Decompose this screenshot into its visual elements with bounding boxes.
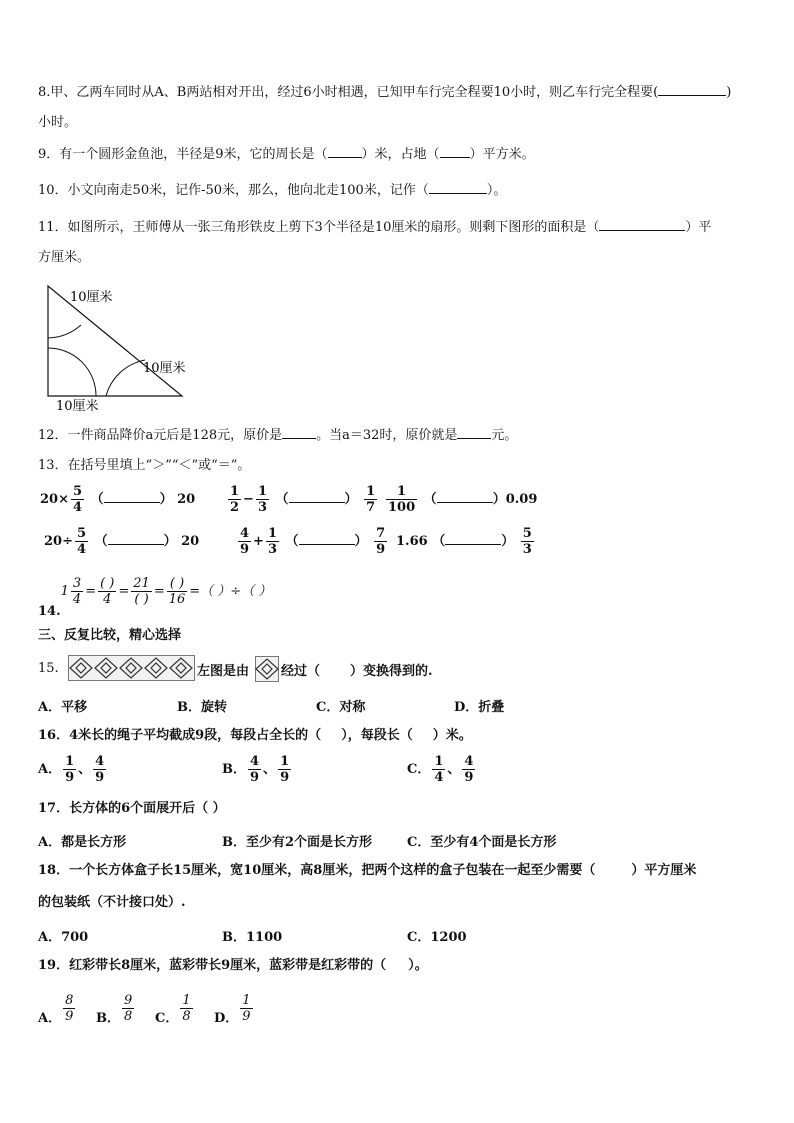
question-11: 11．如图所示，王师傅从一张三角形铁皮上剪下3个半径是10厘米的扇形。则剩下图形的面积是（ ）平 (38, 220, 712, 235)
top-sector-arc (48, 325, 81, 338)
question-14: 14.1 $\frac{3}{4}$ = $\frac{( )}{4}$ = $\frac{21}{( )}$ = $\frac{( )}{16}$ =（ ）÷（ ） (38, 576, 272, 619)
q14-blank-3[interactable]: ( ) (167, 576, 188, 592)
q13-item-3-blank[interactable] (437, 490, 493, 503)
question-19: 19．红彩带长8厘米，蓝彩带长9厘米，蓝彩带是红彩带的（ ）。 (38, 958, 428, 973)
question-12: 12．一件商品降价a元后是128元，原价是 。当a＝32时，原价就是 元。 (38, 428, 518, 443)
q14-blank-1[interactable]: ( ) (100, 576, 115, 591)
question-10: 10．小文向南走50米，记作-50米，那么，他向北走100米，记作（ ）。 (38, 183, 507, 198)
q8-text: 8.甲、乙两车同时从A、B两站相对开出，经过6小时相遇，已知甲车行完全程要10小时，则乙车行完全程要( (38, 85, 659, 100)
q17-option-b[interactable]: B．至少有2个面是长方形 (222, 835, 373, 850)
right-sector-arc (106, 360, 145, 396)
q9-circumference-blank[interactable] (328, 145, 362, 158)
q13-item-6-blank[interactable] (445, 532, 501, 545)
label-top: 10厘米 (70, 290, 113, 305)
question-8: 8.甲、乙两车同时从A、B两站相对开出，经过6小时相遇，已知甲车行完全程要10小时，则乙车行完全程要( ) (38, 85, 732, 100)
label-right: 10厘米 (143, 361, 186, 376)
q11-answer-blank[interactable] (599, 218, 685, 231)
q18-option-a[interactable]: A．700 (38, 930, 89, 945)
q14-division-blanks[interactable]: =（ ）÷（ ） (189, 584, 272, 599)
pattern-strip-image (68, 655, 195, 681)
left-sector-arc (48, 348, 96, 396)
q12-price-value-blank[interactable] (457, 426, 491, 439)
question-15: 15. (38, 661, 59, 676)
q13-item-3: $\frac{1}{100}$ （ ）0.09 (388, 484, 538, 515)
question-18: 18．一个长方体盒子长15厘米，宽10厘米，高8厘米，把两个这样的盒子包装在一起至少需要（ ）平方厘米 (38, 863, 697, 878)
question-18-cont: 的包装纸（不计接口处）. (38, 895, 186, 910)
q10-answer-blank[interactable] (429, 181, 487, 194)
q16-option-b[interactable]: B． $\frac{4}{9}$ 、 $\frac{1}{9}$ (222, 754, 290, 785)
q13-item-1-blank[interactable] (104, 490, 160, 503)
q17-option-a[interactable]: A．都是长方形 (38, 835, 127, 850)
q13-item-2-blank[interactable] (289, 490, 345, 503)
q16-option-a[interactable]: A． $\frac{1}{9}$ 、 $\frac{4}{9}$ (38, 754, 105, 785)
question-16: 16．4米长的绳子平均截成9段，每段占全长的（ ），每段长（ ）米。 (38, 728, 472, 743)
q13-item-4: 20÷ $\frac{5}{4}$ （ ） 20 (44, 526, 200, 557)
q12-original-price-blank[interactable] (282, 426, 316, 439)
question-17: 17．长方体的6个面展开后（ ） (38, 801, 226, 816)
q9-area-blank[interactable] (440, 145, 470, 158)
q15-option-c[interactable]: C．对称 (316, 700, 366, 715)
q18-option-c[interactable]: C．1200 (407, 930, 467, 945)
q19-option-a[interactable]: A． $\frac{8}{9}$ (38, 993, 74, 1026)
q13-item-1: 20× $\frac{5}{4}$ （ ） 20 (40, 484, 196, 515)
q18-option-b[interactable]: B．1100 (222, 930, 283, 945)
q19-option-d[interactable]: D． $\frac{1}{9}$ (214, 993, 251, 1026)
question-9: 9．有一个圆形金鱼池，半径是9米，它的周长是（ ）米，占地（ ）平方米。 (38, 147, 535, 162)
q15-option-d[interactable]: D．折叠 (454, 700, 505, 715)
q17-option-c[interactable]: C．至少有4个面是长方形 (407, 835, 557, 850)
q13-item-4-blank[interactable] (108, 532, 164, 545)
q14-blank-2[interactable]: ( ) (134, 592, 149, 607)
q13-item-2: $\frac{1}{2}$ − $\frac{1}{3}$ （ ） $\frac{1}{7}$ (230, 484, 376, 515)
label-bottom: 10厘米 (56, 399, 99, 414)
question-8-cont: 小时。 (38, 115, 78, 130)
q19-option-b[interactable]: B． $\frac{9}{8}$ (96, 993, 133, 1026)
q16-option-c[interactable]: C． $\frac{1}{4}$ 、 $\frac{4}{9}$ (407, 754, 474, 785)
q8-answer-blank[interactable] (658, 83, 726, 96)
q13-item-5-blank[interactable] (299, 532, 355, 545)
triangle-outline (48, 286, 182, 396)
section-3-title: 三、反复比较，精心选择 (38, 628, 182, 643)
q15-option-a[interactable]: A．平移 (38, 700, 88, 715)
question-11-cont: 方厘米。 (38, 250, 91, 265)
q19-option-c[interactable]: C． $\frac{1}{8}$ (155, 993, 191, 1026)
q15-option-b[interactable]: B．旋转 (177, 700, 227, 715)
q13-item-6: 1.66 （ ） $\frac{5}{3}$ (396, 526, 532, 557)
q13-item-5: $\frac{4}{9}$ + $\frac{1}{3}$ （ ） $\frac{7}{9}$ (240, 526, 386, 557)
triangle-sector-figure (40, 280, 210, 415)
single-pattern-unit-image (255, 656, 279, 682)
question-13: 13．在括号里填上“＞”“＜”或“＝”。 (38, 458, 251, 473)
